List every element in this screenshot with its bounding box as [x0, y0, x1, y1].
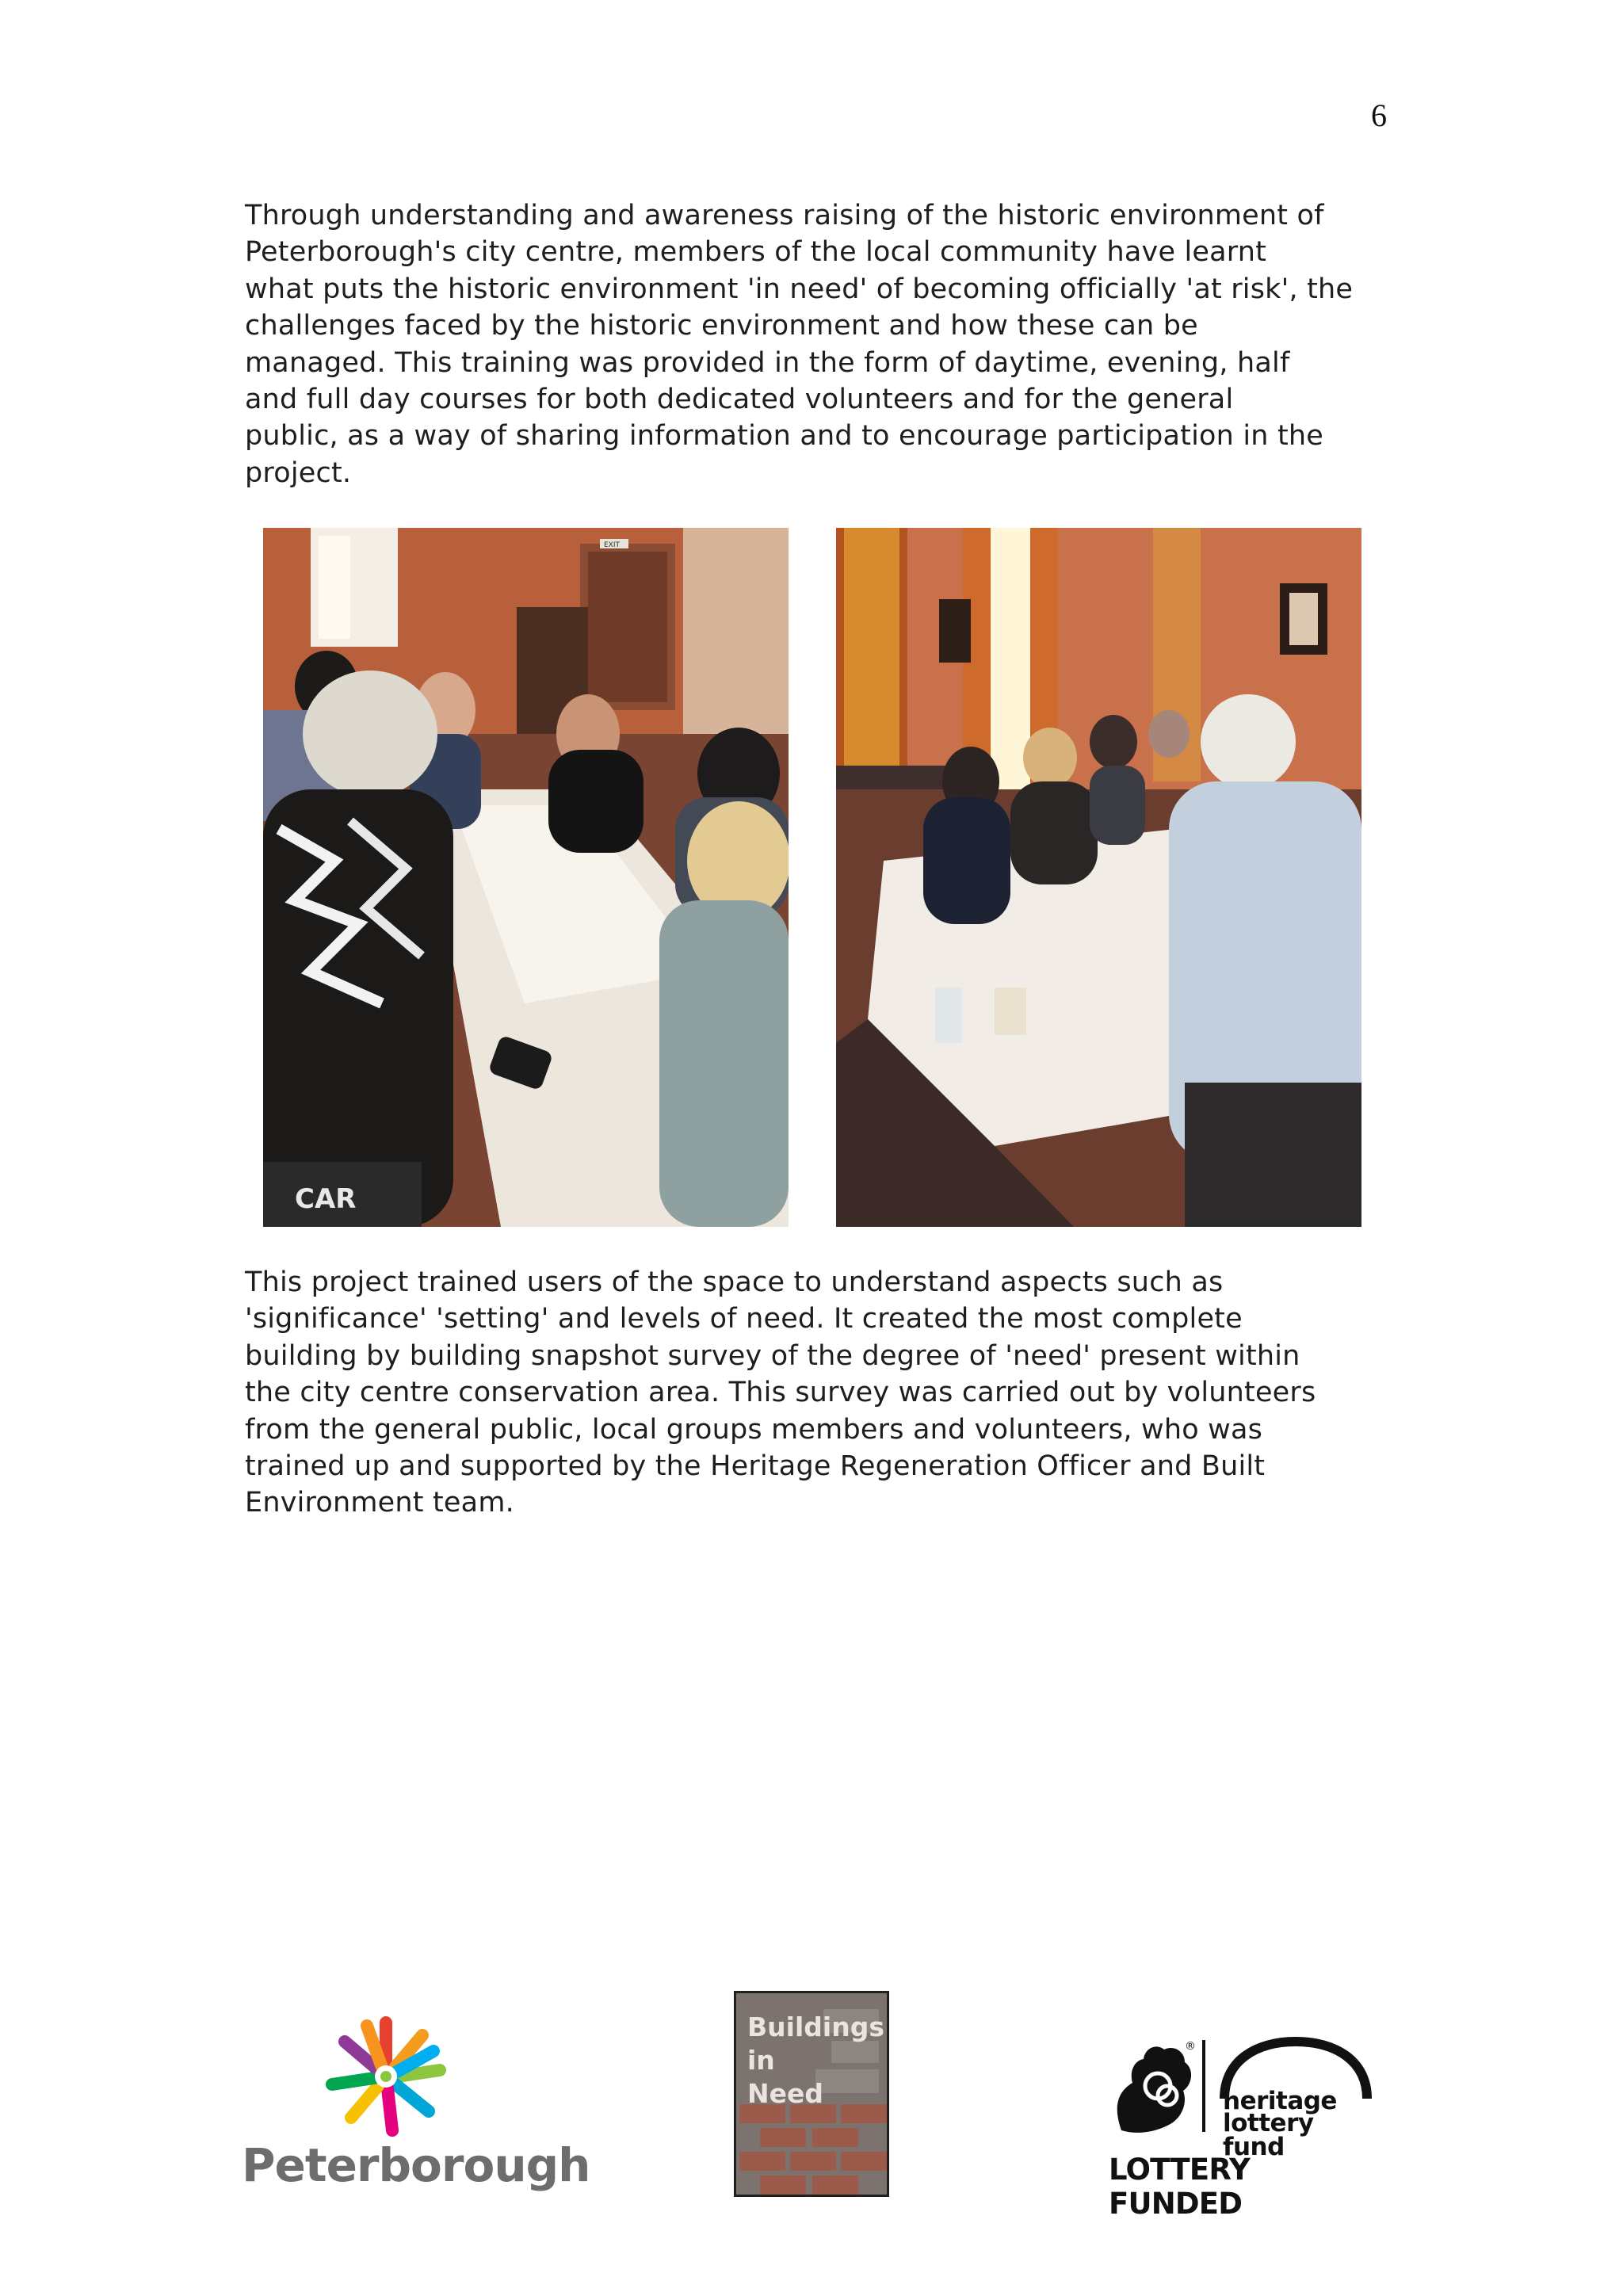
peterborough-logo: [242, 2013, 590, 2203]
lottery-crossed-fingers-icon: [1106, 2037, 1201, 2140]
svg-text:®: ®: [1185, 2040, 1196, 2053]
text-line: Environment team.: [245, 1487, 514, 1519]
paragraph-training-intro: [245, 197, 1386, 491]
hlf-lottery-fund-text: lottery fund: [1223, 2109, 1314, 2161]
text-line: from the general public, local groups members and volunteers, who was: [245, 1413, 1263, 1446]
workshop-photo-right: [836, 528, 1361, 1227]
text-line: Through understanding and awareness raising of the historic environment of: [245, 200, 1324, 231]
text-line: building by building snapshot survey of the degree of 'need' present within: [245, 1339, 1300, 1372]
page-number: 6: [1371, 97, 1387, 133]
buildings-in-need-logo: [734, 1991, 889, 2197]
text-line: the city centre conservation area. This survey was carried out by volunteers: [245, 1377, 1316, 1409]
bin-word: Need: [747, 2078, 824, 2109]
workshop-photo-left-image: [263, 528, 789, 1227]
bin-word: in: [747, 2045, 775, 2076]
svg-text:CAR: CAR: [295, 1183, 357, 1215]
text-line: This project trained users of the space to understand aspects such as: [245, 1266, 1224, 1298]
text-line: what puts the historic environment 'in need' of becoming officially 'at risk', the: [245, 273, 1354, 305]
text-line: public, as a way of sharing information and to encourage participation in the: [245, 420, 1324, 453]
buildings-in-need-text: [747, 2011, 884, 2111]
lottery-funded-text: LOTTERY FUNDED: [1109, 2153, 1250, 2221]
hlf-heritage-text: heritage: [1223, 2087, 1337, 2115]
text-line: trained up and supported by the Heritage Regeneration Officer and Built: [245, 1450, 1266, 1483]
text-line: managed. This training was provided in the form of daytime, evening, half: [245, 346, 1290, 379]
peterborough-wordmark: Peterborough: [242, 2138, 590, 2192]
heritage-lottery-fund-logo: [1106, 2037, 1367, 2221]
bin-word: Buildings: [747, 2011, 884, 2042]
text-line: and full day courses for both dedicated volunteers and for the general: [245, 384, 1234, 416]
paragraph-survey-description: [245, 1264, 1386, 1522]
workshop-photo-left: [263, 528, 789, 1227]
text-line: project.: [245, 457, 352, 489]
text-line: Peterborough's city centre, members of the local community have learnt: [245, 236, 1267, 269]
workshop-photo-right-image: [836, 528, 1361, 1227]
hlf-divider: [1202, 2040, 1205, 2132]
svg-text:EXIT: EXIT: [604, 541, 621, 549]
peterborough-starburst-icon: [319, 2013, 453, 2140]
text-line: challenges faced by the historic environment and how these can be: [245, 310, 1198, 342]
text-line: 'significance' 'setting' and levels of need. It created the most complete: [245, 1303, 1243, 1335]
